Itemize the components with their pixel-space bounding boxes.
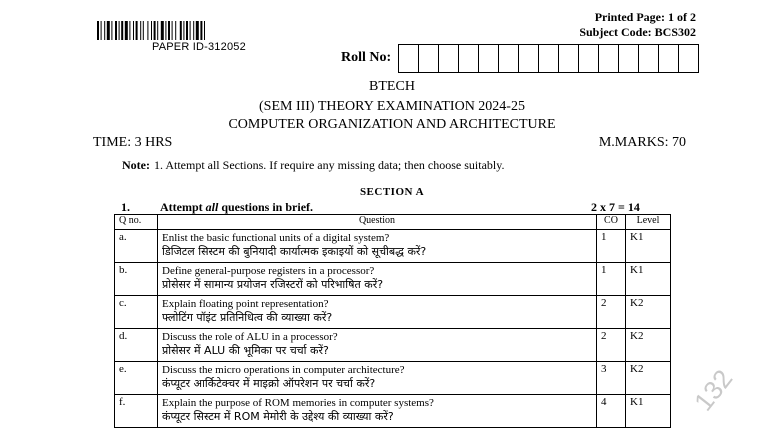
- row-level: K1: [626, 230, 671, 263]
- header-question: Question: [158, 215, 597, 230]
- note-text: 1. Attempt all Sections. If require any missing data; then choose suitably.: [153, 158, 505, 172]
- question-english: Enlist the basic functional units of a digital system?: [162, 232, 390, 244]
- question-marks: 2 x 7 = 14: [591, 200, 640, 214]
- note-label: Note:: [122, 158, 150, 172]
- exam-time: TIME: 3 HRS: [93, 135, 173, 150]
- roll-no-box: [678, 44, 699, 73]
- instruction-pre: Attempt: [160, 200, 206, 214]
- table-row: [115, 329, 671, 362]
- row-question: [158, 395, 597, 428]
- table-header-row: [115, 215, 671, 230]
- question-hindi: कंप्यूटर सिस्टम में ROM मेमोरी के उद्देश्य की व्याख्या करें?: [162, 410, 394, 423]
- table-row: [115, 395, 671, 428]
- question-hindi: कंप्यूटर आर्किटेक्चर में माइक्रो ऑपरेशन पर चर्चा करें?: [162, 377, 376, 390]
- row-level: K1: [626, 395, 671, 428]
- row-question: [158, 263, 597, 296]
- row-level: K2: [626, 362, 671, 395]
- max-marks: M.MARKS: 70: [598, 135, 686, 150]
- roll-no-box: [398, 44, 419, 73]
- roll-no-box: [578, 44, 599, 73]
- roll-no-box: [658, 44, 679, 73]
- question-english: Explain floating point representation?: [162, 298, 329, 310]
- row-co: 2: [597, 329, 626, 362]
- question-english: Discuss the role of ALU in a processor?: [162, 331, 338, 343]
- question-hindi: डिजिटल सिस्टम की बुनियादी कार्यात्मक इकाइयों को सूचीबद्ध करें?: [162, 245, 427, 258]
- section-title: SECTION A: [359, 186, 425, 198]
- note: [122, 158, 504, 173]
- row-qno: b.: [115, 263, 158, 296]
- roll-no-box: [538, 44, 559, 73]
- row-qno: d.: [115, 329, 158, 362]
- row-co: 3: [597, 362, 626, 395]
- roll-no-box: [518, 44, 539, 73]
- roll-no-box: [598, 44, 619, 73]
- roll-no-box: [458, 44, 479, 73]
- watermark: 132: [688, 363, 739, 417]
- row-level: K1: [626, 263, 671, 296]
- table-row: [115, 296, 671, 329]
- roll-no-box: [418, 44, 439, 73]
- table-row: [115, 230, 671, 263]
- roll-no-box: [638, 44, 659, 73]
- row-co: 2: [597, 296, 626, 329]
- roll-no-box: [438, 44, 459, 73]
- row-question: [158, 230, 597, 263]
- program-title: BTECH: [369, 79, 415, 94]
- barcode: [97, 21, 259, 40]
- row-level: K2: [626, 296, 671, 329]
- row-question: [158, 362, 597, 395]
- table-row: [115, 362, 671, 395]
- row-qno: e.: [115, 362, 158, 395]
- row-qno: c.: [115, 296, 158, 329]
- paper-id: PAPER ID-312052: [152, 41, 246, 53]
- question-number: 1.: [121, 200, 130, 214]
- row-question: [158, 296, 597, 329]
- row-level: K2: [626, 329, 671, 362]
- question-table: [114, 214, 671, 428]
- row-qno: f.: [115, 395, 158, 428]
- question-hindi: प्रोसेसर में सामान्य प्रयोजन रजिस्टरों को परिभाषित करें?: [162, 278, 384, 291]
- question-english: Discuss the micro operations in computer architecture?: [162, 364, 405, 376]
- course-title: COMPUTER ORGANIZATION AND ARCHITECTURE: [228, 117, 556, 132]
- roll-no-box: [478, 44, 499, 73]
- header-co: CO: [597, 215, 626, 230]
- row-co: 1: [597, 263, 626, 296]
- table-row: [115, 263, 671, 296]
- header-qno: Q no.: [115, 215, 158, 230]
- question-english: Explain the purpose of ROM memories in computer systems?: [162, 397, 434, 409]
- question-instruction: [160, 200, 313, 215]
- exam-title: (SEM III) THEORY EXAMINATION 2024-25: [259, 99, 525, 114]
- roll-no-label: Roll No:: [341, 50, 392, 65]
- roll-no-box: [558, 44, 579, 73]
- subject-code: Subject Code: BCS302: [579, 25, 696, 39]
- instruction-post: questions in brief.: [218, 200, 314, 214]
- header-level: Level: [626, 215, 671, 230]
- row-question: [158, 329, 597, 362]
- printed-page: Printed Page: 1 of 2: [594, 10, 696, 24]
- roll-no-box: [498, 44, 519, 73]
- row-co: 4: [597, 395, 626, 428]
- roll-no-boxes: [399, 44, 699, 73]
- question-english: Define general-purpose registers in a processor?: [162, 265, 375, 277]
- question-hindi: प्रोसेसर में ALU की भूमिका पर चर्चा करें?: [162, 344, 329, 357]
- roll-no-box: [618, 44, 639, 73]
- row-co: 1: [597, 230, 626, 263]
- instruction-emphasis: all: [205, 200, 219, 214]
- row-qno: a.: [115, 230, 158, 263]
- question-hindi: फ्लोटिंग पॉइंट प्रतिनिधित्व की व्याख्या करें?: [162, 311, 333, 324]
